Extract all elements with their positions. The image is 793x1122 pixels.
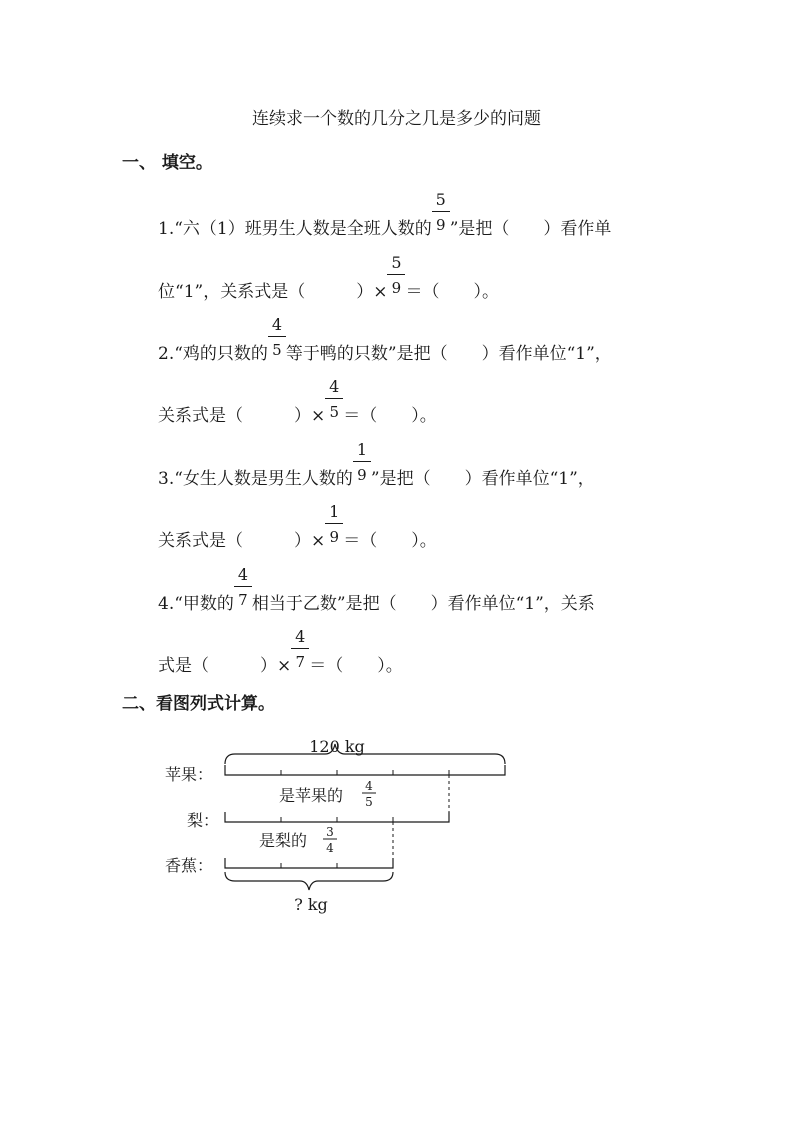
question-1-line-2: [158, 253, 499, 302]
question-text: ”是把（ ）看作单位“1”，: [370, 469, 595, 489]
pear-note-text: 是苹果的: [279, 786, 344, 805]
question-2-line-2: [158, 377, 437, 426]
question-text: ＝（ ）。: [309, 656, 403, 676]
question-3-line-1: [158, 440, 595, 489]
row-label-banana: 香蕉：: [165, 856, 214, 875]
question-text: 等于鸭的只数”是把（ ）看作单位“1”，: [285, 344, 612, 364]
question-text: ＝（ ）。: [343, 406, 437, 426]
question-2-line-1: [158, 315, 612, 364]
section-fill-blank-heading: 一、 填空。: [122, 153, 213, 173]
apple-segment: [225, 765, 505, 775]
bottom-brace-label: ? kg: [294, 895, 328, 914]
question-4-line-2: [158, 627, 403, 676]
fraction: $\frac{4}{5}$: [325, 404, 343, 421]
banana-note-numerator: 3: [326, 825, 334, 839]
row-label-pear: 梨：: [187, 811, 220, 830]
banana-note-denominator: 4: [326, 841, 334, 855]
question-text: 相当于乙数”是把（ ）看作单位“1”，关系: [251, 594, 595, 614]
bottom-brace: [225, 872, 393, 890]
pear-note-denominator: 5: [365, 795, 373, 809]
banana-segment: [225, 858, 393, 868]
fraction: $\frac{4}{7}$: [234, 592, 252, 609]
banana-note-text: 是梨的: [259, 831, 308, 850]
question-text: 3.“女生人数是男生人数的: [158, 469, 353, 489]
question-text: 1.“六（1）班男生人数是全班人数的: [158, 219, 432, 239]
question-text: ”是把（ ）看作单: [449, 219, 612, 239]
question-3-line-2: [158, 502, 437, 551]
question-text: ＝（ ）。: [405, 282, 499, 302]
question-text: ＝（ ）。: [343, 531, 437, 551]
pear-note-numerator: 4: [365, 779, 373, 793]
question-text: 关系式是（ ）×: [158, 531, 326, 551]
question-1-line-1: [158, 190, 612, 239]
fraction: $\frac{5}{9}$: [432, 217, 450, 234]
row-label-apple: 苹果：: [165, 765, 214, 784]
section-diagram-heading: 二、看图列式计算。: [122, 694, 275, 714]
question-text: 2.“鸡的只数的: [158, 344, 268, 364]
question-text: 位“1”，关系式是（ ）×: [158, 282, 388, 302]
fraction: $\frac{4}{5}$: [268, 342, 286, 359]
question-text: 式是（ ）×: [158, 656, 292, 676]
fraction: $\frac{1}{9}$: [325, 529, 343, 546]
top-brace-label: 120 kg: [309, 737, 365, 756]
segment-diagram: [165, 730, 525, 920]
fraction: $\frac{5}{9}$: [387, 280, 405, 297]
question-4-line-1: [158, 565, 595, 614]
question-text: 关系式是（ ）×: [158, 406, 326, 426]
fraction: $\frac{1}{9}$: [353, 467, 371, 484]
question-text: 4.“甲数的: [158, 594, 234, 614]
page-title: 连续求一个数的几分之几是多少的问题: [252, 109, 541, 129]
top-brace: [225, 744, 505, 764]
fraction: $\frac{4}{7}$: [291, 654, 309, 671]
